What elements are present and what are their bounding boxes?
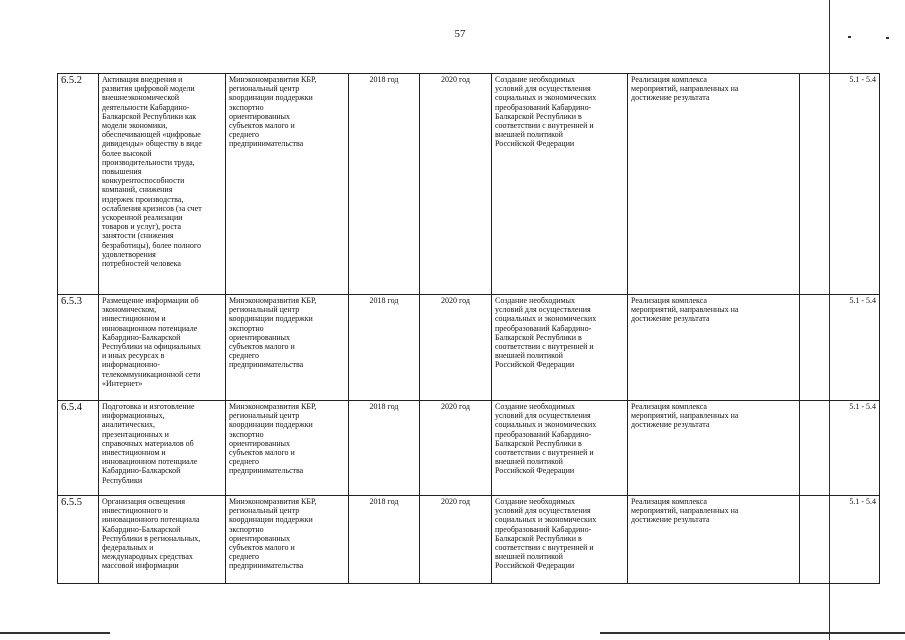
effect-cell: Реализация комплекса мероприятий, направленных на достижение результата bbox=[628, 401, 800, 496]
executor-cell: Минэкономразвития КБР, региональный центр координации поддержки экспортно ориентированных субъектов малого и среднего предпринимательства bbox=[226, 496, 349, 584]
activities-table bbox=[57, 73, 880, 584]
table-row bbox=[58, 401, 880, 496]
result-cell: Создание необходимых условий для осуществления социальных и экономических преобразований Кабардино- Балкарской Республики в соответствии с внутренней и внешней политикой Российской Федерации bbox=[492, 496, 628, 584]
effect-cell: Реализация комплекса мероприятий, направленных на достижение результата bbox=[628, 295, 800, 401]
measure-cell: Подготовка и изготовление информационных, аналитических, презентационных и справочных материалов об инвестиционном и инновационном потенциале Кабардино-Балкарской Республики bbox=[99, 401, 226, 496]
start-year-cell: 2018 год bbox=[349, 496, 420, 584]
table-row bbox=[58, 74, 880, 295]
page-number: 57 bbox=[454, 28, 466, 40]
indicators-cell: 5.1 - 5.4 bbox=[800, 496, 880, 584]
scan-edge-mark-left bbox=[0, 632, 110, 634]
row-number: 6.5.5 bbox=[58, 496, 99, 584]
start-year-cell: 2018 год bbox=[349, 74, 420, 295]
measure-cell: Размещение информации об экономическом, инвестиционном и инновационном потенциале Кабардино-Балкарской Республики на официальных и иных ресурсах в информационно- телекоммуникационной сети «Интернет» bbox=[99, 295, 226, 401]
scan-edge-mark-right bbox=[600, 632, 905, 634]
result-cell: Создание необходимых условий для осуществления социальных и экономических преобразований Кабардино- Балкарской Республики в соответствии с внутренней и внешней политикой Российской Федерации bbox=[492, 74, 628, 295]
executor-cell: Минэкономразвития КБР, региональный центр координации поддержки экспортно ориентированных субъектов малого и среднего предпринимательства bbox=[226, 74, 349, 295]
effect-cell: Реализация комплекса мероприятий, направленных на достижение результата bbox=[628, 74, 800, 295]
indicators-cell: 5.1 - 5.4 bbox=[800, 401, 880, 496]
measure-cell: Организация освещения инвестиционного и инновационного потенциала Кабардино-Балкарской Республики в региональных, федеральных и международных средствах массовой информации bbox=[99, 496, 226, 584]
row-number: 6.5.3 bbox=[58, 295, 99, 401]
effect-cell: Реализация комплекса мероприятий, направленных на достижение результата bbox=[628, 496, 800, 584]
end-year-cell: 2020 год bbox=[420, 401, 492, 496]
start-year-cell: 2018 год bbox=[349, 401, 420, 496]
result-cell: Создание необходимых условий для осуществления социальных и экономических преобразований Кабардино- Балкарской Республики в соответствии с внутренней и внешней политикой Российской Федерации bbox=[492, 401, 628, 496]
indicators-cell: 5.1 - 5.4 bbox=[800, 74, 880, 295]
indicators-cell: 5.1 - 5.4 bbox=[800, 295, 880, 401]
result-cell: Создание необходимых условий для осуществления социальных и экономических преобразований Кабардино- Балкарской Республики в соответствии с внутренней и внешней политикой Российской Федерации bbox=[492, 295, 628, 401]
row-number: 6.5.4 bbox=[58, 401, 99, 496]
end-year-cell: 2020 год bbox=[420, 74, 492, 295]
scan-dot bbox=[848, 36, 851, 38]
table-row bbox=[58, 496, 880, 584]
row-number: 6.5.2 bbox=[58, 74, 99, 295]
end-year-cell: 2020 год bbox=[420, 496, 492, 584]
measure-cell: Активация внедрения и развития цифровой модели внешнеэкономической деятельности Кабардино- Балкарской Республики как модели экономики, обеспечивающей «цифровые дивиденды» обществу в виде более высокой производительности труда, повышения конкурентоспособности компаний, снижения издержек производства, ослабления кризисов (за счет ускоренной реализации товаров и услуг), роста занятости (снижения безработицы), более полного удовлетворения потребностей человека bbox=[99, 74, 226, 295]
executor-cell: Минэкономразвития КБР, региональный центр координации поддержки экспортно ориентированных субъектов малого и среднего предпринимательства bbox=[226, 295, 349, 401]
table-row bbox=[58, 295, 880, 401]
end-year-cell: 2020 год bbox=[420, 295, 492, 401]
scan-dot bbox=[886, 37, 889, 39]
start-year-cell: 2018 год bbox=[349, 295, 420, 401]
executor-cell: Минэкономразвития КБР, региональный центр координации поддержки экспортно ориентированных субъектов малого и среднего предпринимательства bbox=[226, 401, 349, 496]
